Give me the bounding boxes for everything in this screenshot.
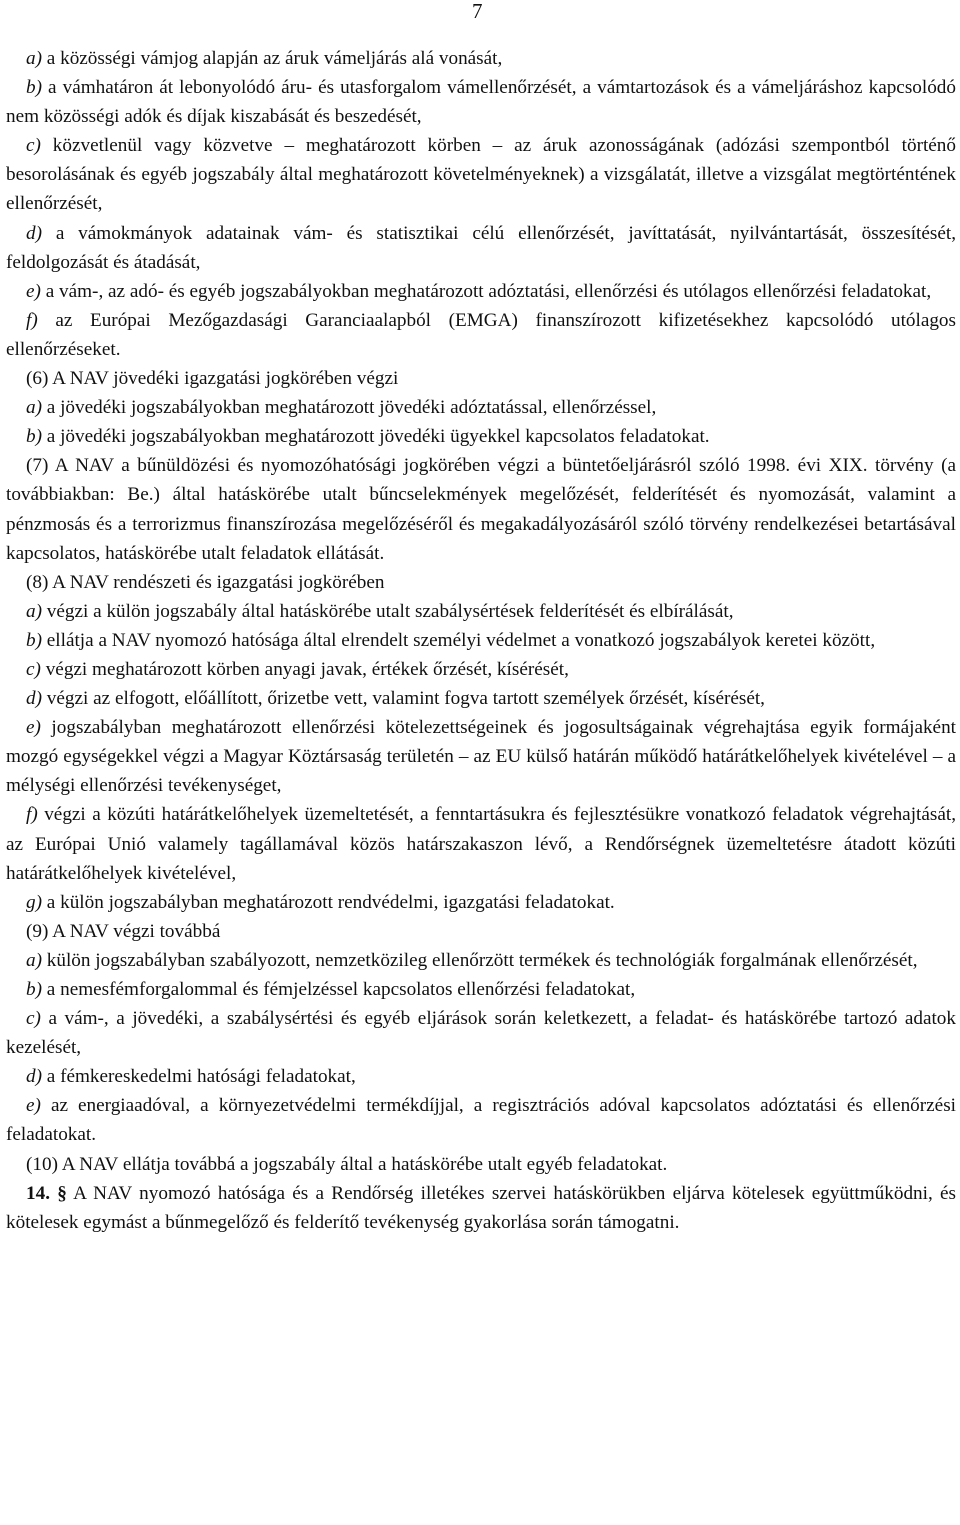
paragraph-text: a vámokmányok adatainak vám- és statisztikai célú ellenőrzését, javíttatását, nyilvántartását, összesítését, feldolgozását és átadását, <box>6 222 956 273</box>
paragraph-text: közvetlenül vagy közvetve – meghatározott körben – az áruk azonosságának (adózási szempontból történő besorolásának és egyéb jogszabály által meghatározott követelményeknek) a vizsgálatát, illetve a vizsgálat megtörténtének ellenőrzését, <box>6 135 956 215</box>
paragraph <box>6 975 956 1004</box>
paragraph <box>6 1004 956 1062</box>
paragraph <box>6 451 956 567</box>
paragraph-text: jogszabályban meghatározott ellenőrzési kötelezettségeinek és jogosultságainak végrehajtása egyik formájaként mozgó egységekkel végzi a Magyar Köztársaság területén – az EU külső határán működő határátkelőhelyek kivételével – a mélységi ellenőrzési tevékenységet, <box>6 717 956 797</box>
paragraph-text: végzi az elfogott, előállított, őrizetbe vett, valamint fogva tartott személyek őrzését, kísérését, <box>41 688 765 710</box>
paragraph <box>6 277 956 306</box>
item-label: b) <box>26 629 42 651</box>
page-number: 7 <box>472 0 483 23</box>
item-label: e) <box>26 1095 41 1117</box>
paragraph-text: (10) A NAV ellátja továbbá a jogszabály által a hatáskörébe utalt egyéb feladatokat. <box>26 1153 668 1175</box>
paragraph-text: a jövedéki jogszabályokban meghatározott jövedéki adóztatással, ellenőrzéssel, <box>41 397 657 419</box>
paragraph <box>6 422 956 451</box>
paragraph-text: a vám-, a jövedéki, a szabálysértési és egyéb eljárások során keletkezett, a feladat- és hatáskörébe tartozó adatok kezelését, <box>6 1008 956 1059</box>
paragraph <box>6 917 956 946</box>
paragraph-text: a vám-, az adó- és egyéb jogszabályokban meghatározott adóztatási, ellenőrzési és utólagos ellenőrzési feladatokat, <box>40 280 932 302</box>
paragraph <box>6 364 956 393</box>
paragraph <box>6 568 956 597</box>
paragraph-text: végzi a külön jogszabály által hatáskörébe utalt szabálysértések felderítését és elbírálását, <box>41 600 734 622</box>
paragraph <box>6 888 956 917</box>
item-label: a) <box>26 397 42 419</box>
paragraph-text: (8) A NAV rendészeti és igazgatási jogkörében <box>26 571 385 593</box>
item-label: c) <box>26 135 41 157</box>
paragraph <box>6 131 956 218</box>
paragraph <box>6 626 956 655</box>
item-label: a) <box>26 48 42 69</box>
item-label: b) <box>26 426 42 448</box>
item-label: d) <box>26 1066 42 1088</box>
section-text: A NAV nyomozó hatósága és a Rendőrség illetékes szervei hatáskörükben eljárva kötelesek együttműködni, és kötelesek egymást a bűnmegelőző és felderítő tevékenység gyakorlása során támogatni. <box>6 1182 957 1233</box>
paragraph-text: (9) A NAV végzi továbbá <box>26 920 221 942</box>
item-label: c) <box>26 1008 41 1030</box>
item-label: b) <box>26 979 42 1000</box>
paragraph <box>6 946 956 975</box>
paragraph-text: a nemesfémforgalommal és fémjelzéssel kapcsolatos ellenőrzési feladatokat, <box>41 979 636 1000</box>
paragraph <box>6 219 956 277</box>
paragraph <box>6 393 956 422</box>
paragraph <box>6 306 956 364</box>
item-label: e) <box>26 717 41 739</box>
paragraph <box>6 597 956 626</box>
item-label: f) <box>26 309 38 331</box>
paragraph-text: (6) A NAV jövedéki igazgatási jogkörében végzi <box>26 368 399 390</box>
section-number: 14. <box>26 1182 50 1204</box>
paragraph <box>6 684 956 713</box>
paragraph <box>6 1150 956 1179</box>
item-label: a) <box>26 949 42 971</box>
paragraph-text: a jövedéki jogszabályokban meghatározott jövedéki ügyekkel kapcsolatos feladatokat. <box>41 426 710 448</box>
paragraph-text: ellátja a NAV nyomozó hatósága által elrendelt személyi védelmet a vonatkozó jogszabályok keretei között, <box>41 629 876 651</box>
paragraph <box>6 1062 956 1091</box>
section-sign: § <box>57 1182 67 1204</box>
item-label: b) <box>26 77 42 99</box>
paragraph-text: végzi meghatározott körben anyagi javak, értékek őrzését, kísérését, <box>40 658 569 680</box>
document-body <box>6 44 956 1237</box>
item-label: g) <box>26 891 42 913</box>
item-label: c) <box>26 658 41 680</box>
paragraph <box>6 44 956 73</box>
item-label: d) <box>26 688 42 710</box>
item-label: e) <box>26 280 41 302</box>
paragraph-text: a fémkereskedelmi hatósági feladatokat, <box>41 1066 356 1088</box>
paragraph <box>6 800 956 887</box>
paragraph-text: külön jogszabályban szabályozott, nemzetközileg ellenőrzött termékek és technológiák forgalmának ellenőrzését, <box>41 949 918 971</box>
paragraph-text: a külön jogszabályban meghatározott rendvédelmi, igazgatási feladatokat. <box>41 891 615 913</box>
paragraph <box>6 655 956 684</box>
paragraph-text: az energiaadóval, a környezetvédelmi termékdíjjal, a regisztrációs adóval kapcsolatos adóztatási és ellenőrzési feladatokat. <box>6 1095 956 1146</box>
paragraph-text: a közösségi vámjog alapján az áruk vámeljárás alá vonását, <box>41 48 503 69</box>
paragraph <box>6 73 956 131</box>
paragraph-text: végzi a közúti határátkelőhelyek üzemeltetését, a fenntartásukra és fejlesztésükre vonatkozó feladatok végrehajtását, az Európai Unió valamely tagállamával közös határszakaszon lévő, a Rendőrségnek üzemeltetésre átadott közúti határátkelőhelyek kivételével, <box>6 804 956 884</box>
item-label: d) <box>26 222 42 244</box>
paragraph <box>6 1091 956 1149</box>
item-label: f) <box>26 804 38 826</box>
paragraph-text: (7) A NAV a bűnüldözési és nyomozóhatósági jogkörében végzi a büntetőeljárásról szóló 1998. évi XIX. törvény (a továbbiakban: Be.) által hatáskörébe utalt bűncselekmények megelőzését, felderítését és nyomozását, valamint a pénzmosás és a terrorizmus finanszírozása megelőzéséről és megakadályozásáról szóló törvény rendelkezései betartásával kapcsolatos, hatáskörébe utalt feladatok ellátását. <box>6 455 956 564</box>
section-14 <box>6 1179 956 1237</box>
item-label: a) <box>26 600 42 622</box>
paragraph-text: a vámhatáron át lebonyolódó áru- és utasforgalom vámellenőrzését, a vámtartozások és a vámeljáráshoz kapcsolódó nem közösségi adók és díjak kiszabását és beszedését, <box>6 77 956 128</box>
paragraph <box>6 713 956 800</box>
paragraph-text: az Európai Mezőgazdasági Garanciaalapból (EMGA) finanszírozott kifizetésekhez kapcsolódó utólagos ellenőrzéseket. <box>6 309 956 360</box>
